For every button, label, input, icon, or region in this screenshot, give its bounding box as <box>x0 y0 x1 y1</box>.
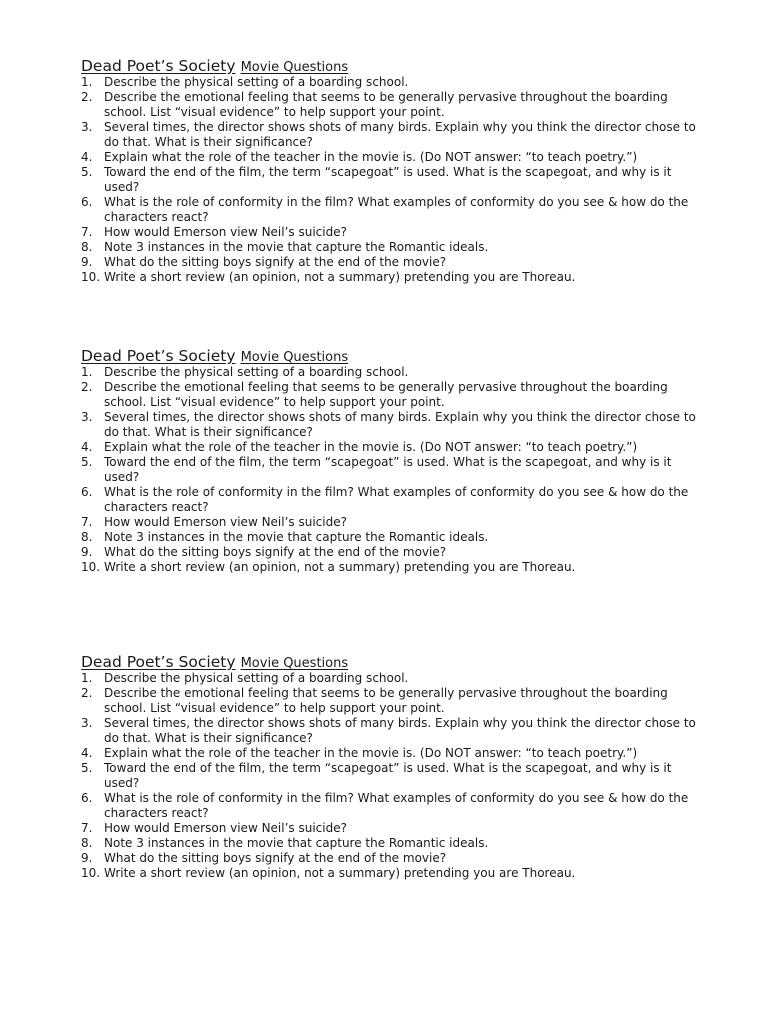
question-text: Write a short review (an opinion, not a summary) pretending you are Thoreau. <box>104 866 576 880</box>
question-text: Write a short review (an opinion, not a summary) pretending you are Thoreau. <box>104 560 576 574</box>
question-item <box>81 225 701 240</box>
question-number: 1. <box>81 75 93 89</box>
question-number: 6. <box>81 791 93 805</box>
question-number: 5. <box>81 455 93 469</box>
question-item <box>81 716 701 746</box>
question-number: 9. <box>81 545 93 559</box>
question-item <box>81 75 701 90</box>
question-number: 7. <box>81 225 93 239</box>
question-item <box>81 560 701 575</box>
question-item <box>81 90 701 120</box>
question-item <box>81 240 701 255</box>
question-text: How would Emerson view Neil’s suicide? <box>104 821 347 835</box>
question-item <box>81 851 701 866</box>
question-text: Note 3 instances in the movie that capture the Romantic ideals. <box>104 836 489 850</box>
question-number: 6. <box>81 485 93 499</box>
question-number: 4. <box>81 150 93 164</box>
question-text: How would Emerson view Neil’s suicide? <box>104 225 347 239</box>
question-item <box>81 530 701 545</box>
question-text: What do the sitting boys signify at the end of the movie? <box>104 851 447 865</box>
question-list <box>81 671 701 881</box>
question-text: Explain what the role of the teacher in the movie is. (Do NOT answer: “to teach poetry.”) <box>104 150 638 164</box>
question-text: How would Emerson view Neil’s suicide? <box>104 515 347 529</box>
question-item <box>81 365 701 380</box>
question-item <box>81 150 701 165</box>
question-item <box>81 270 701 285</box>
question-number: 2. <box>81 380 93 394</box>
question-text: Describe the emotional feeling that seems to be generally pervasive throughout the boarding school. List “visual evidence” to help support your point. <box>104 380 668 409</box>
question-text: Describe the physical setting of a boarding school. <box>104 365 409 379</box>
question-number: 10. <box>81 560 101 574</box>
question-text: Several times, the director shows shots of many birds. Explain why you think the director chose to do that. What is their significance? <box>104 410 696 439</box>
worksheet-title <box>81 56 701 75</box>
question-number: 3. <box>81 410 93 424</box>
question-text: Describe the physical setting of a boarding school. <box>104 75 409 89</box>
question-number: 8. <box>81 240 93 254</box>
question-number: 4. <box>81 440 93 454</box>
question-list <box>81 75 701 285</box>
question-text: Note 3 instances in the movie that capture the Romantic ideals. <box>104 530 489 544</box>
question-number: 8. <box>81 530 93 544</box>
question-text: Note 3 instances in the movie that capture the Romantic ideals. <box>104 240 489 254</box>
question-text: What do the sitting boys signify at the end of the movie? <box>104 255 447 269</box>
question-text: What do the sitting boys signify at the end of the movie? <box>104 545 447 559</box>
question-text: Describe the physical setting of a boarding school. <box>104 671 409 685</box>
worksheet-title <box>81 346 701 365</box>
question-item <box>81 455 701 485</box>
question-number: 5. <box>81 165 93 179</box>
title-main: Dead Poet’s Society <box>81 57 236 75</box>
question-number: 8. <box>81 836 93 850</box>
question-item <box>81 195 701 225</box>
question-text: Explain what the role of the teacher in the movie is. (Do NOT answer: “to teach poetry.”) <box>104 746 638 760</box>
question-text: Explain what the role of the teacher in the movie is. (Do NOT answer: “to teach poetry.”) <box>104 440 638 454</box>
title-main: Dead Poet’s Society <box>81 653 236 671</box>
question-item <box>81 120 701 150</box>
question-item <box>81 440 701 455</box>
worksheet-title <box>81 652 701 671</box>
question-number: 4. <box>81 746 93 760</box>
question-item <box>81 746 701 761</box>
question-item <box>81 836 701 851</box>
question-item <box>81 380 701 410</box>
question-block-3 <box>81 652 701 881</box>
question-item <box>81 165 701 195</box>
title-subtitle: Movie Questions <box>240 656 349 671</box>
question-number: 2. <box>81 90 93 104</box>
question-number: 3. <box>81 716 93 730</box>
question-block-2 <box>81 346 701 575</box>
question-number: 9. <box>81 851 93 865</box>
question-item <box>81 410 701 440</box>
question-text: What is the role of conformity in the film? What examples of conformity do you see & how do the characters react? <box>104 195 689 224</box>
question-number: 9. <box>81 255 93 269</box>
question-list <box>81 365 701 575</box>
title-main: Dead Poet’s Society <box>81 347 236 365</box>
question-number: 2. <box>81 686 93 700</box>
question-text: Describe the emotional feeling that seems to be generally pervasive throughout the boarding school. List “visual evidence” to help support your point. <box>104 90 668 119</box>
question-number: 1. <box>81 671 93 685</box>
question-item <box>81 671 701 686</box>
question-text: Several times, the director shows shots of many birds. Explain why you think the director chose to do that. What is their significance? <box>104 716 696 745</box>
question-number: 6. <box>81 195 93 209</box>
title-subtitle: Movie Questions <box>240 60 349 75</box>
question-item <box>81 821 701 836</box>
question-number: 7. <box>81 821 93 835</box>
question-text: Write a short review (an opinion, not a summary) pretending you are Thoreau. <box>104 270 576 284</box>
question-text: Several times, the director shows shots of many birds. Explain why you think the director chose to do that. What is their significance? <box>104 120 696 149</box>
question-text: Toward the end of the film, the term “scapegoat” is used. What is the scapegoat, and why is it used? <box>104 455 672 484</box>
question-item <box>81 255 701 270</box>
question-text: Toward the end of the film, the term “scapegoat” is used. What is the scapegoat, and why is it used? <box>104 165 672 194</box>
question-number: 1. <box>81 365 93 379</box>
question-number: 3. <box>81 120 93 134</box>
question-text: What is the role of conformity in the film? What examples of conformity do you see & how do the characters react? <box>104 791 689 820</box>
question-item <box>81 515 701 530</box>
question-number: 10. <box>81 270 101 284</box>
question-item <box>81 866 701 881</box>
title-subtitle: Movie Questions <box>240 350 349 365</box>
question-item <box>81 791 701 821</box>
question-number: 5. <box>81 761 93 775</box>
question-number: 7. <box>81 515 93 529</box>
question-item <box>81 761 701 791</box>
question-text: Describe the emotional feeling that seems to be generally pervasive throughout the boarding school. List “visual evidence” to help support your point. <box>104 686 668 715</box>
question-item <box>81 545 701 560</box>
question-item <box>81 686 701 716</box>
question-number: 10. <box>81 866 101 880</box>
question-block-1 <box>81 56 701 285</box>
question-item <box>81 485 701 515</box>
question-text: What is the role of conformity in the film? What examples of conformity do you see & how do the characters react? <box>104 485 689 514</box>
question-text: Toward the end of the film, the term “scapegoat” is used. What is the scapegoat, and why is it used? <box>104 761 672 790</box>
